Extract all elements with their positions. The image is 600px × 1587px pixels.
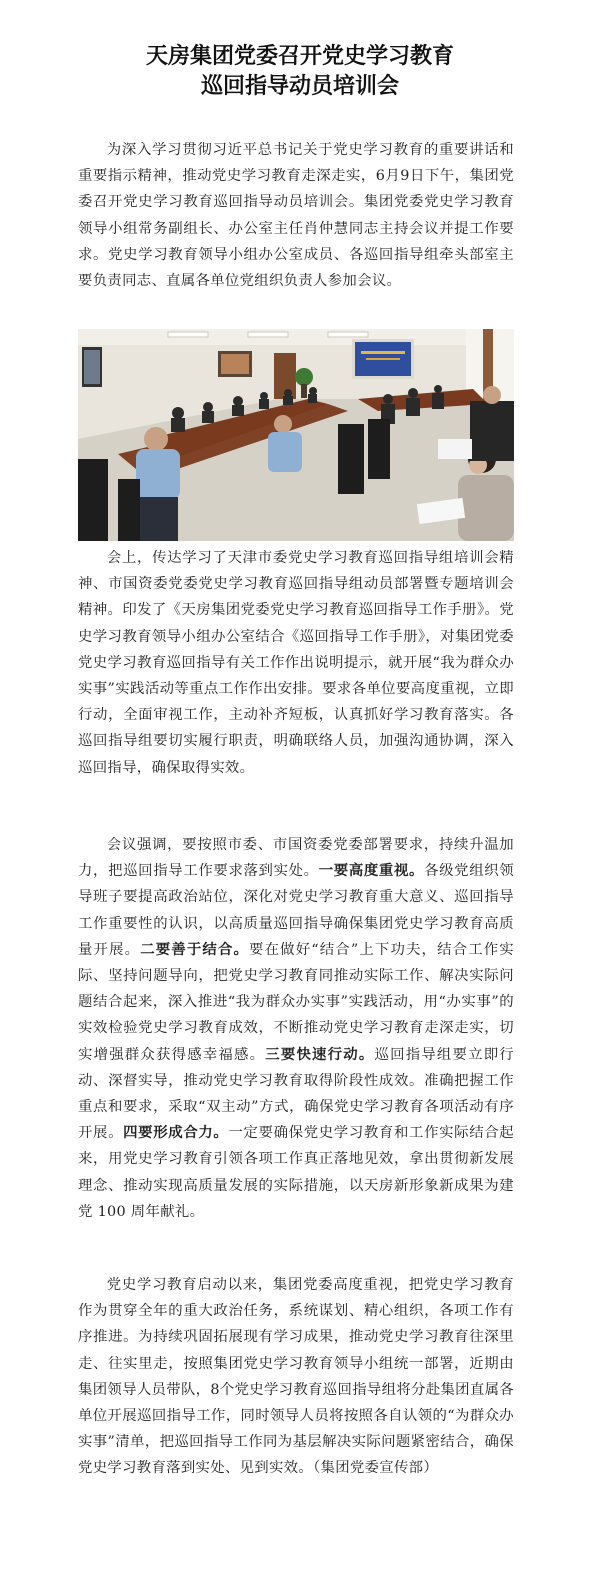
front-attendee bbox=[136, 449, 180, 499]
point-2-heading: 二要善于结合。 bbox=[140, 941, 250, 958]
point-2-text: 要在做好“结合”上下功夫，结合工作实际、坚持问题导向，把党史学习教育同推动实际工作、解决实际问题结合起来，深入推进“我为群众办实事”实践活动，用“办实事”的实效检验党史学习教育成效，不断推动党史学习教育走深走实，切实增强群众获得感幸福感。 bbox=[78, 941, 514, 1063]
paragraph-meeting-content: 会上，传达学习了天津市委党史学习教育巡回指导组培训会精神、市国资委党委党史学习教育巡回指导组动员部署暨专题培训会精神。印发了《天房集团党委党史学习教育巡回指导工作手册》。党史学习教育领导小组办公室结合《巡回指导工作手册》，对集团党委党史学习教育巡回指导有关工作作出说明提示，就开展“我为群众办实事”实践活动等重点工作作出安排。要求各单位要高度重视，立即行动，全面审视工作，主动补齐短板，认真抓好学习教育落实。各巡回指导组要切实履行职责，明确联络人员，加强沟通协调，深入巡回指导，确保取得实效。 bbox=[78, 550, 514, 776]
point-4-heading: 四要形成合力。 bbox=[123, 1125, 229, 1142]
title-line-1: 天房集团党委召开党史学习教育 bbox=[145, 44, 454, 69]
meeting-photo bbox=[78, 329, 514, 541]
paragraph-closing: 党史学习教育启动以来，集团党委高度重视，把党史学习教育作为贯穿全年的重大政治任务，系统谋划、精心组织，各项工作有序推进。为持续巩固拓展现有学习成果，推动党史学习教育往深里走、往实里走，按照集团党史学习教育领导小组统一部署，近期由集团领导人员带队，8个党史学习教育巡回指导组将分赴集团直属各单位开展巡回指导工作，同时领导人员将按照各自认领的“为群众办实事”清单，把巡回指导工作同为基层解决实际问题紧密结合，确保党史学习教育落到实处、见到实效。（集团党委宣传部） bbox=[78, 1277, 514, 1477]
paragraph-intro: 为深入学习贯彻习近平总书记关于党史学习教育的重要讲话和重要指示精神，推动党史学习教育走深走实，6月9日下午，集团党委召开党史学习教育巡回指导动员培训会。集团党委党史学习教育领导小组常务副组长、办公室主任肖仲慧同志主持会议并提工作要求。党史学习教育领导小组办公室成员、各巡回指导组牵头部室主要负责同志、直属各单位党组织负责人参加会议。 bbox=[78, 142, 514, 290]
paragraph-meeting-requirements bbox=[78, 832, 514, 1225]
point-1-text: 各级党组织领导班子要提高政治站位，深化对党史学习教育重大意义、巡回指导工作重要性的认识，以高质量巡回指导确保集团党史学习教育高质量开展。 bbox=[78, 863, 514, 958]
requirements-intro: 会议强调，要按照市委、市国资委党委部署要求，持续升温加力，把巡回指导工作要求落到实处。 bbox=[78, 837, 514, 880]
title-line-2: 巡回指导动员培训会 bbox=[200, 74, 399, 99]
article-title bbox=[0, 42, 600, 102]
meeting-photo-illustration bbox=[78, 329, 514, 541]
point-3-heading: 三要快速行动。 bbox=[265, 1046, 375, 1063]
point-1-heading: 一要高度重视。 bbox=[318, 863, 425, 880]
point-4-text: 一定要确保党史学习教育和工作实际结合起来，用党史学习教育引领各项工作真正落地见效，拿出贯彻新发展理念、推动实现高质量发展的实际措施，以天房新形象新成果为建党 100 周年献礼。 bbox=[78, 1125, 514, 1220]
point-3-text: 巡回指导组要立即行动、深督实导，推动党史学习教育取得阶段性成效。准确把握工作重点和要求，采取“双主动”方式，确保党史学习教育各项活动有序开展。 bbox=[78, 1046, 515, 1142]
